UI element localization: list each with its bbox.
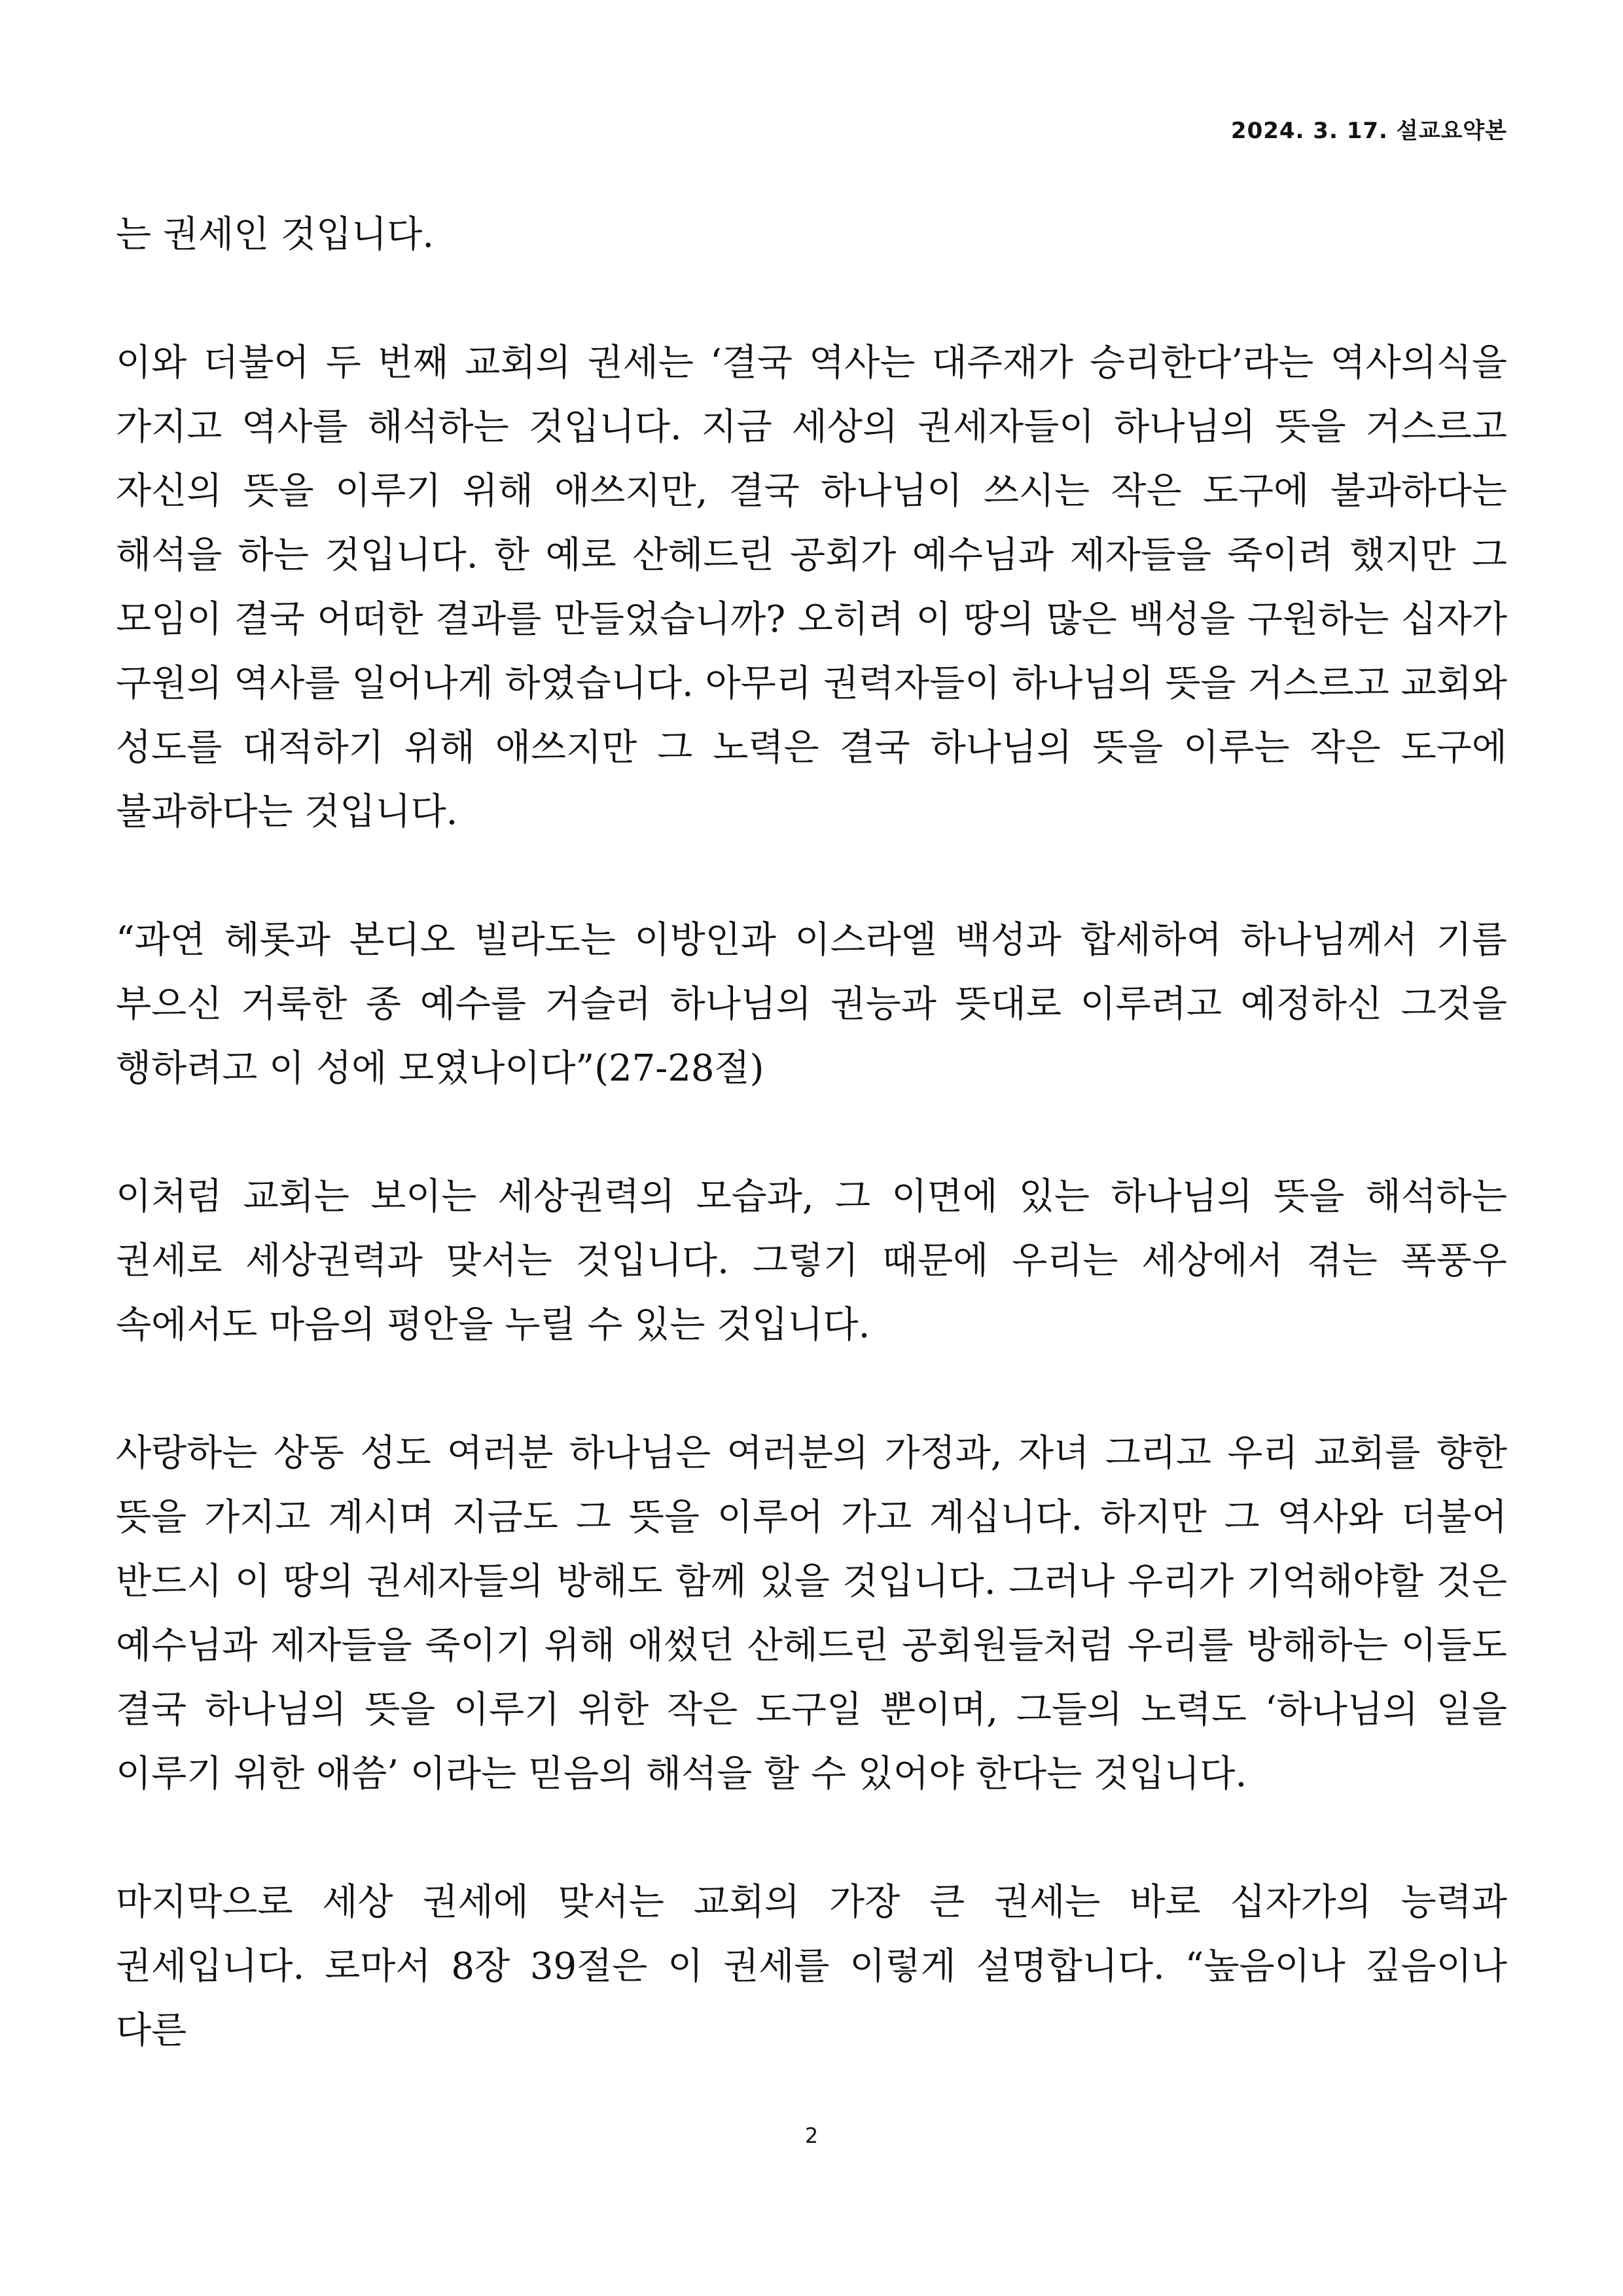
paragraph: 사랑하는 상동 성도 여러분 하나님은 여러분의 가정과, 자녀 그리고 우리 교회를 향한 뜻을 가지고 계시며 지금도 그 뜻을 이루어 가고 계십니다. 하지만 그 역사와 더불어 반드시 이 땅의 권세자들의 방해도 함께 있을 것입니다. 그러나 우리가 기억해야할 것은 예수님과 제자들을 죽이기 위해 애썼던 산헤드린 공회원들처럼 우리를 방해하는 이들도 결국 하나님의 뜻을 이루기 위한 작은 도구일 뿐이며, 그들의 노력도 ‘하나님의 일을 이루기 위한 애씀’ 이라는 믿음의 해석을 할 수 있어야 한다는 것입니다. xyxy=(116,1432,1507,1795)
scripture-quote: “과연 헤롯과 본디오 빌라도는 이방인과 이스라엘 백성과 합세하여 하나님께서 기름 부으신 거룩한 종 예수를 거슬러 하나님의 권능과 뜻대로 이루려고 예정하신 그것을 행하려고 이 성에 모였나이다”(27-28절) xyxy=(116,919,1507,1090)
page-number: 2 xyxy=(804,2123,819,2148)
paragraph: 마지막으로 세상 권세에 맞서는 교회의 가장 큰 권세는 바로 십자가의 능력과 권세입니다. 로마서 8장 39절은 이 권세를 이렇게 설명합니다. “높음이나 깊음이나 다른 xyxy=(116,1881,1507,2052)
paragraph: 이처럼 교회는 보이는 세상권력의 모습과, 그 이면에 있는 하나님의 뜻을 해석하는 권세로 세상권력과 맞서는 것입니다. 그렇기 때문에 우리는 세상에서 겪는 폭풍우 속에서도 마음의 평안을 누릴 수 있는 것입니다. xyxy=(116,1175,1507,1346)
paragraph: 는 권세인 것입니다. xyxy=(116,213,435,256)
page-header-date: 2024. 3. 17. 설교요약본 xyxy=(1230,118,1507,144)
sermon-body xyxy=(116,203,1507,2063)
paragraph: 이와 더불어 두 번째 교회의 권세는 ‘결국 역사는 대주재가 승리한다’라는 역사의식을 가지고 역사를 해석하는 것입니다. 지금 세상의 권세자들이 하나님의 뜻을 거스르고 자신의 뜻을 이루기 위해 애쓰지만, 결국 하나님이 쓰시는 작은 도구에 불과하다는 해석을 하는 것입니다. 한 예로 산헤드린 공회가 예수님과 제자들을 죽이려 했지만 그 모임이 결국 어떠한 결과를 만들었습니까? 오히려 이 땅의 많은 백성을 구원하는 십자가 구원의 역사를 일어나게 하였습니다. 아무리 권력자들이 하나님의 뜻을 거스르고 교회와 성도를 대적하기 위해 애쓰지만 그 노력은 결국 하나님의 뜻을 이루는 작은 도구에 불과하다는 것입니다. xyxy=(116,342,1507,833)
